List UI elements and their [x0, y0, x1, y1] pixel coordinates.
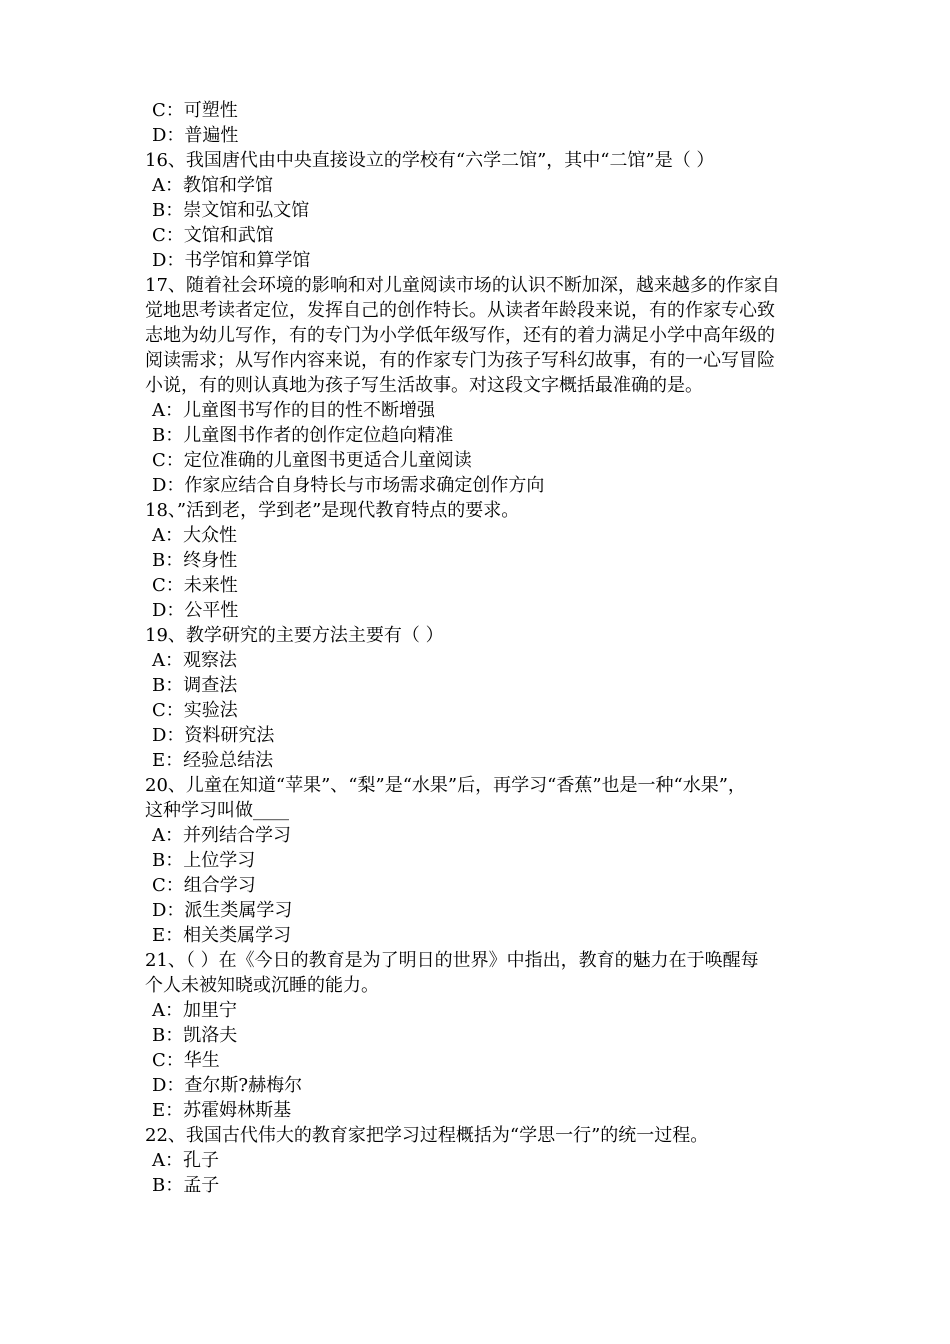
- answer-option: D：普遍性: [152, 125, 239, 146]
- question-list: [145, 98, 810, 1198]
- answer-option: D：派生类属学习: [152, 900, 293, 921]
- answer-option: E：经验总结法: [152, 750, 274, 771]
- question-text-line: 个人未被知晓或沉睡的能力。: [145, 975, 379, 996]
- answer-option: A：观察法: [152, 650, 237, 671]
- answer-option: D：资料研究法: [152, 725, 275, 746]
- answer-option: B：孟子: [152, 1175, 220, 1196]
- answer-option: A：并列结合学习: [152, 825, 291, 846]
- answer-option: B：上位学习: [152, 850, 256, 871]
- answer-option: A：加里宁: [152, 1000, 237, 1021]
- answer-option: C：文馆和武馆: [152, 225, 274, 246]
- answer-option: A：儿童图书写作的目的性不断增强: [152, 400, 435, 421]
- answer-option: C：定位准确的儿童图书更适合儿童阅读: [152, 450, 472, 471]
- answer-option: B：终身性: [152, 550, 238, 571]
- answer-option: B：崇文馆和弘文馆: [152, 200, 310, 221]
- question-text-line: 这种学习叫做____: [145, 800, 289, 821]
- question-text-line: 觉地思考读者定位，发挥自己的创作特长。从读者年龄段来说，有的作家专心致: [145, 300, 775, 321]
- question-text-line: 16、我国唐代由中央直接设立的学校有“六学二馆”，其中“二馆”是（ ）: [145, 150, 715, 171]
- question-text-line: 志地为幼儿写作，有的专门为小学低年级写作，还有的着力满足小学中高年级的: [145, 325, 775, 346]
- answer-option: E：相关类属学习: [152, 925, 292, 946]
- answer-option: B：凯洛夫: [152, 1025, 238, 1046]
- answer-option: B：儿童图书作者的创作定位趋向精准: [152, 425, 454, 446]
- question-text-line: 22、我国古代伟大的教育家把学习过程概括为“学思一行”的统一过程。: [145, 1125, 709, 1146]
- question-text-line: 17、随着社会环境的影响和对儿童阅读市场的认识不断加深，越来越多的作家自: [145, 275, 780, 296]
- answer-option: C：华生: [152, 1050, 220, 1071]
- question-text-line: 21、（ ）在《今日的教育是为了明日的世界》中指出，教育的魅力在于唤醒每: [145, 950, 759, 971]
- question-text-line: 18、”活到老，学到老”是现代教育特点的要求。: [145, 500, 520, 521]
- answer-option: D：书学馆和算学馆: [152, 250, 311, 271]
- answer-option: C：未来性: [152, 575, 238, 596]
- answer-option: E：苏霍姆林斯基: [152, 1100, 292, 1121]
- answer-option: A：教馆和学馆: [152, 175, 273, 196]
- question-text-line: 小说，有的则认真地为孩子写生活故事。对这段文字概括最准确的是。: [145, 375, 703, 396]
- question-text-line: 19、教学研究的主要方法主要有（ ）: [145, 625, 444, 646]
- answer-option: C：组合学习: [152, 875, 256, 896]
- answer-option: C：可塑性: [152, 100, 238, 121]
- answer-option: A：孔子: [152, 1150, 219, 1171]
- question-text-line: 阅读需求；从写作内容来说，有的作家专门为孩子写科幻故事，有的一心写冒险: [145, 350, 775, 371]
- question-text-line: 20、儿童在知道“苹果”、“梨”是“水果”后，再学习“香蕉”也是一种“水果”，: [145, 775, 746, 796]
- answer-option: B：调查法: [152, 675, 238, 696]
- answer-option: D：作家应结合自身特长与市场需求确定创作方向: [152, 475, 545, 496]
- answer-option: D：公平性: [152, 600, 239, 621]
- answer-option: C：实验法: [152, 700, 238, 721]
- answer-option: A：大众性: [152, 525, 237, 546]
- answer-option: D：查尔斯?赫梅尔: [152, 1075, 303, 1096]
